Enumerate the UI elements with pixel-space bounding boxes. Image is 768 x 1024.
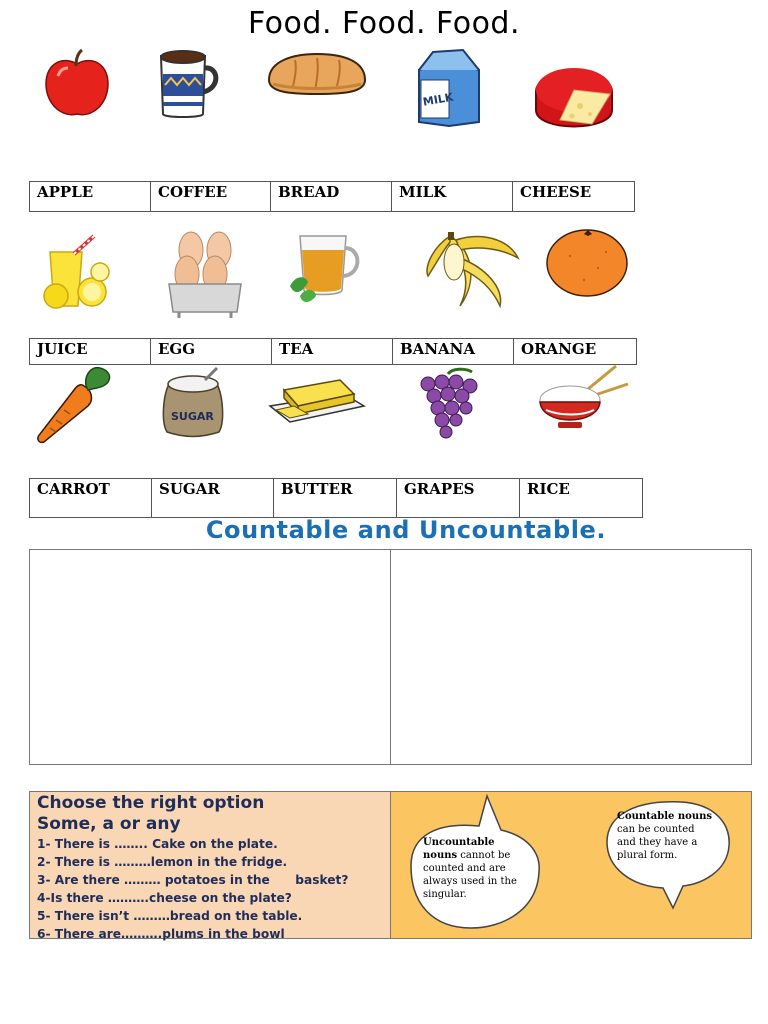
food-label: BUTTER <box>274 479 397 517</box>
sugar-sack-text: SUGAR <box>171 410 214 423</box>
apple-icon <box>42 48 112 120</box>
food-label: RICE <box>527 480 570 498</box>
sugar-sack-icon <box>155 366 231 438</box>
exercise-item: 1- There is …….. Cake on the plate. <box>37 837 278 851</box>
exercise-list <box>37 835 390 943</box>
exercise-panel <box>30 792 391 941</box>
food-labels-row-2 <box>29 338 637 365</box>
exercise-item: 2- There is ………lemon in the fridge. <box>37 855 288 869</box>
exercise-item: 5- There isn’t ………bread on the table. <box>37 909 303 923</box>
food-label: SUGAR <box>152 479 274 517</box>
countable-term: Countable nouns <box>617 811 713 822</box>
exercise-section <box>29 791 752 939</box>
food-label: JUICE <box>30 339 151 364</box>
eggs-icon <box>165 228 245 320</box>
food-label: CHEESE <box>520 183 592 201</box>
food-label: TEA <box>272 339 393 364</box>
food-label: EGG <box>151 339 272 364</box>
food-labels-row-3 <box>29 478 643 518</box>
lemon-juice-icon <box>36 232 116 314</box>
countable-column[interactable] <box>30 550 391 764</box>
butter-icon <box>268 366 366 426</box>
milk-carton-text: MILK <box>421 90 455 109</box>
food-label: ORANGE <box>521 340 597 358</box>
food-label: COFFEE <box>151 182 271 211</box>
bread-icon <box>265 50 369 98</box>
food-labels-row-1 <box>29 181 635 212</box>
orange-icon <box>544 226 630 298</box>
food-label: GRAPES <box>397 479 520 517</box>
exercise-item: 4-Is there ……….cheese on the plate? <box>37 891 292 905</box>
countable-note <box>617 810 715 862</box>
banana-icon <box>420 228 522 312</box>
exercise-item: 6- There are……….plums in the bowl <box>37 927 285 941</box>
section-title: Countable and Uncountable. <box>205 516 607 544</box>
carrot-icon <box>34 364 114 444</box>
tea-cup-icon <box>286 226 364 306</box>
milk-carton-icon <box>413 46 485 128</box>
uncountable-note <box>423 836 523 901</box>
food-label: BANANA <box>393 339 514 364</box>
food-label: APPLE <box>30 182 151 211</box>
sorting-table <box>29 549 752 765</box>
exercise-heading: Choose the right option <box>37 793 265 813</box>
uncountable-term: Uncountable nouns <box>423 837 495 861</box>
uncountable-column[interactable] <box>391 550 751 764</box>
grapes-icon <box>412 366 484 442</box>
page-title: Food. Food. Food. <box>248 6 520 41</box>
food-label: BREAD <box>271 182 392 211</box>
food-label: CARROT <box>30 479 152 517</box>
rice-bowl-icon <box>536 364 632 434</box>
notes-panel <box>391 792 751 938</box>
exercise-subheading: Some, a or any <box>37 814 181 834</box>
uncountable-description: cannot be counted and are always used in the singular. <box>423 850 517 900</box>
countable-description: can be counted and they have a plural form. <box>617 824 698 861</box>
cheese-icon <box>530 54 618 132</box>
coffee-mug-icon <box>153 48 225 122</box>
exercise-item: 3- Are there ……… potatoes in the basket? <box>37 873 349 887</box>
food-label: MILK <box>392 182 513 211</box>
